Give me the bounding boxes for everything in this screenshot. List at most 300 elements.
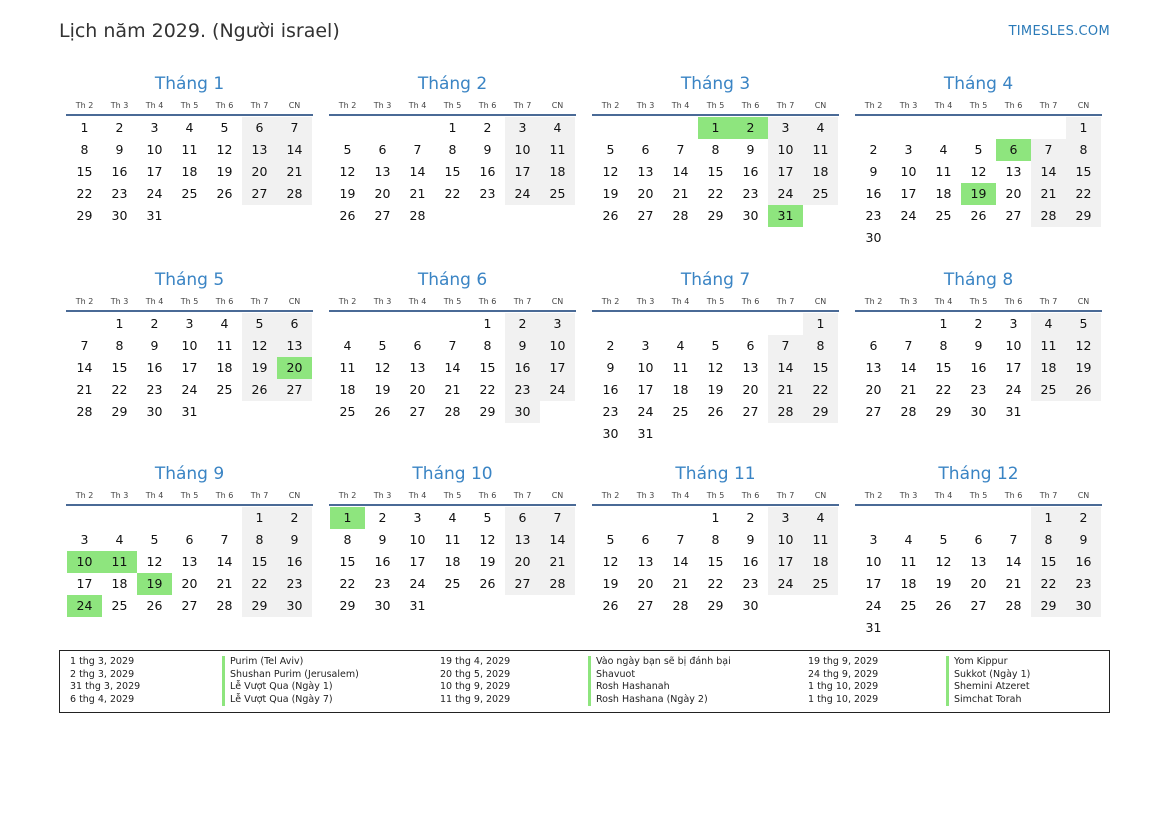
legend-date: 10 thg 9, 2029 [440, 681, 511, 693]
day-cell: 23 [602, 404, 619, 419]
day-cell: 13 [970, 554, 987, 569]
weekday-label: Th 2 [338, 491, 357, 500]
day-cell: 29 [707, 208, 724, 223]
day-cell: 24 [181, 382, 198, 397]
day-cell: 27 [181, 598, 198, 613]
day-cell: 4 [803, 117, 838, 139]
empty-day-cell [365, 313, 400, 335]
day-cell: 7 [1031, 139, 1066, 161]
day-cell: 5 [711, 338, 720, 353]
empty-day-cell [628, 507, 663, 529]
day-cell: 17 [540, 357, 575, 379]
day-cell: 29 [1066, 205, 1101, 227]
day-cell: 14 [216, 554, 233, 569]
day-cell: 6 [641, 142, 650, 157]
day-cell: 18 [216, 360, 233, 375]
weekday-label: CN [551, 297, 564, 306]
month-title: Tháng 1 [154, 74, 225, 94]
day-cell: 12 [602, 164, 619, 179]
month-title: Tháng 8 [943, 270, 1014, 290]
day-cell: 24 [1005, 382, 1022, 397]
day-cell: 20 [970, 576, 987, 591]
day-cell: 29 [935, 404, 952, 419]
day-cell: 12 [339, 164, 356, 179]
day-cell: 2 [378, 510, 387, 525]
day-cell: 12 [479, 532, 496, 547]
day-cell: 22 [707, 186, 724, 201]
day-cell: 22 [1066, 183, 1101, 205]
day-cell: 24 [409, 576, 426, 591]
day-cell: 7 [540, 507, 575, 529]
day-cell: 21 [409, 186, 426, 201]
day-cell: 10 [146, 142, 163, 157]
day-cell: 3 [869, 532, 878, 547]
weekday-label: Th 3 [373, 491, 392, 500]
day-cell: 24 [900, 208, 917, 223]
weekday-label: Th 6 [215, 297, 234, 306]
day-cell: 6 [185, 532, 194, 547]
day-cell: 13 [637, 164, 654, 179]
day-grid [855, 507, 1102, 639]
day-cell: 11 [540, 139, 575, 161]
empty-day-cell [961, 507, 996, 529]
day-cell: 21 [216, 576, 233, 591]
day-cell: 21 [1005, 576, 1022, 591]
day-cell: 15 [935, 360, 952, 375]
day-cell: 9 [746, 142, 755, 157]
weekday-label: CN [814, 491, 827, 500]
weekday-label: Th 6 [1004, 101, 1023, 110]
empty-day-cell [996, 507, 1031, 529]
day-cell: 17 [865, 576, 882, 591]
day-cell: 23 [146, 382, 163, 397]
day-cell: 23 [111, 186, 128, 201]
legend-date: 2 thg 3, 2029 [70, 668, 135, 680]
day-cell: 17 [409, 554, 426, 569]
day-cell: 11 [803, 139, 838, 161]
weekday-label: Th 5 [706, 491, 725, 500]
day-cell: 22 [444, 186, 461, 201]
weekday-label: Th 4 [408, 101, 427, 110]
day-cell: 9 [483, 142, 492, 157]
day-cell: 22 [76, 186, 93, 201]
day-cell: 14 [768, 357, 803, 379]
empty-day-cell [400, 313, 435, 335]
empty-day-cell [961, 117, 996, 139]
day-cell: 23 [970, 382, 987, 397]
day-cell: 5 [606, 532, 615, 547]
holiday-day-cell: 19 [961, 183, 996, 205]
day-cell: 18 [803, 161, 838, 183]
day-cell: 7 [220, 532, 229, 547]
holiday-day-cell: 1 [698, 117, 733, 139]
day-cell: 15 [479, 360, 496, 375]
day-cell: 25 [444, 576, 461, 591]
empty-day-cell [593, 507, 628, 529]
day-cell: 15 [76, 164, 93, 179]
day-cell: 23 [479, 186, 496, 201]
day-cell: 17 [768, 551, 803, 573]
day-cell: 17 [76, 576, 93, 591]
day-cell: 3 [641, 338, 650, 353]
day-cell: 16 [374, 554, 391, 569]
legend-date: 31 thg 3, 2029 [70, 681, 141, 693]
weekday-label: Th 5 [180, 297, 199, 306]
day-cell: 2 [150, 316, 159, 331]
day-cell: 23 [505, 379, 540, 401]
day-cell: 10 [865, 554, 882, 569]
weekday-label: Th 3 [636, 491, 655, 500]
day-cell: 11 [1031, 335, 1066, 357]
day-cell: 2 [277, 507, 312, 529]
day-cell: 31 [865, 620, 882, 635]
legend-holiday-name: Shushan Purim (Jerusalem) [222, 669, 359, 682]
brand-link[interactable]: TIMESLES.COM [1008, 24, 1110, 39]
day-cell: 30 [505, 401, 540, 423]
weekday-header [592, 490, 839, 506]
month-title: Tháng 4 [943, 74, 1014, 94]
day-grid [66, 507, 313, 617]
weekday-header [592, 296, 839, 312]
day-cell: 2 [606, 338, 615, 353]
weekday-label: Th 5 [443, 491, 462, 500]
weekday-label: Th 7 [1039, 101, 1058, 110]
legend-date: 6 thg 4, 2029 [70, 693, 135, 705]
weekday-label: Th 4 [671, 297, 690, 306]
weekday-label: Th 7 [1039, 297, 1058, 306]
day-cell: 11 [935, 164, 952, 179]
day-cell: 28 [672, 598, 689, 613]
day-cell: 9 [150, 338, 159, 353]
day-cell: 30 [277, 595, 312, 617]
day-cell: 5 [606, 142, 615, 157]
empty-day-cell [435, 313, 470, 335]
day-cell: 1 [115, 316, 124, 331]
day-cell: 15 [1031, 551, 1066, 573]
weekday-label: CN [1077, 101, 1090, 110]
weekday-label: Th 7 [776, 101, 795, 110]
day-grid [855, 313, 1102, 423]
day-cell: 9 [1066, 529, 1101, 551]
day-cell: 8 [80, 142, 89, 157]
day-cell: 15 [803, 357, 838, 379]
day-cell: 19 [707, 382, 724, 397]
day-cell: 8 [939, 338, 948, 353]
empty-day-cell [663, 507, 698, 529]
day-cell: 11 [803, 529, 838, 551]
legend-dates-col-3 [808, 656, 878, 706]
day-cell: 20 [637, 186, 654, 201]
day-cell: 8 [343, 532, 352, 547]
day-cell: 28 [216, 598, 233, 613]
day-cell: 28 [1031, 205, 1066, 227]
day-cell: 6 [974, 532, 983, 547]
day-cell: 3 [904, 142, 913, 157]
day-cell: 18 [540, 161, 575, 183]
day-cell: 25 [803, 573, 838, 595]
day-cell: 14 [1005, 554, 1022, 569]
day-cell: 21 [672, 186, 689, 201]
day-cell: 23 [742, 576, 759, 591]
day-cell: 26 [479, 576, 496, 591]
day-cell: 15 [242, 551, 277, 573]
day-cell: 13 [505, 529, 540, 551]
month-title: Tháng 10 [412, 464, 493, 484]
day-cell: 25 [339, 404, 356, 419]
day-cell: 14 [540, 529, 575, 551]
legend-names-col-1 [222, 656, 359, 706]
weekday-label: Th 5 [180, 101, 199, 110]
empty-day-cell [856, 507, 891, 529]
day-cell: 20 [637, 576, 654, 591]
day-cell: 17 [505, 161, 540, 183]
empty-day-cell [891, 117, 926, 139]
day-cell: 28 [444, 404, 461, 419]
day-cell: 28 [900, 404, 917, 419]
day-cell: 14 [76, 360, 93, 375]
weekday-label: Th 3 [636, 297, 655, 306]
month-title: Tháng 6 [417, 270, 488, 290]
weekday-header [329, 490, 576, 506]
day-cell: 8 [803, 335, 838, 357]
month-calendar [66, 463, 313, 617]
day-cell: 25 [216, 382, 233, 397]
day-cell: 5 [150, 532, 159, 547]
day-grid [855, 117, 1102, 249]
month-title: Tháng 5 [154, 270, 225, 290]
day-cell: 27 [865, 404, 882, 419]
weekday-header [592, 100, 839, 116]
day-cell: 17 [181, 360, 198, 375]
day-cell: 31 [637, 426, 654, 441]
day-cell: 6 [242, 117, 277, 139]
day-cell: 8 [115, 338, 124, 353]
day-cell: 27 [374, 208, 391, 223]
day-cell: 11 [339, 360, 356, 375]
day-cell: 1 [242, 507, 277, 529]
empty-day-cell [628, 313, 663, 335]
day-cell: 24 [146, 186, 163, 201]
weekday-label: Th 7 [250, 297, 269, 306]
weekday-label: Th 7 [513, 101, 532, 110]
legend-holiday-name: Rosh Hashana (Ngày 2) [588, 694, 731, 707]
weekday-label: Th 6 [478, 297, 497, 306]
weekday-label: CN [551, 491, 564, 500]
weekday-header [66, 490, 313, 506]
day-cell: 12 [374, 360, 391, 375]
empty-day-cell [67, 313, 102, 335]
weekday-label: Th 7 [1039, 491, 1058, 500]
day-cell: 8 [711, 142, 720, 157]
weekday-label: Th 6 [741, 297, 760, 306]
day-cell: 16 [742, 164, 759, 179]
month-title: Tháng 7 [680, 270, 751, 290]
day-cell: 6 [378, 142, 387, 157]
holiday-day-cell: 24 [67, 595, 102, 617]
weekday-label: Th 2 [601, 491, 620, 500]
day-cell: 1 [1066, 117, 1101, 139]
day-cell: 8 [242, 529, 277, 551]
day-cell: 10 [505, 139, 540, 161]
day-cell: 11 [672, 360, 689, 375]
day-cell: 6 [413, 338, 422, 353]
empty-day-cell [365, 117, 400, 139]
legend-holiday-name: Vào ngày bạn sẽ bị đánh bại [588, 656, 731, 669]
day-cell: 16 [146, 360, 163, 375]
day-cell: 2 [115, 120, 124, 135]
day-cell: 1 [1031, 507, 1066, 529]
legend-date: 1 thg 3, 2029 [70, 656, 135, 667]
empty-day-cell [891, 313, 926, 335]
day-cell: 5 [1066, 313, 1101, 335]
weekday-label: Th 3 [899, 297, 918, 306]
day-cell: 26 [242, 379, 277, 401]
weekday-label: Th 5 [706, 101, 725, 110]
day-cell: 19 [935, 576, 952, 591]
empty-day-cell [663, 117, 698, 139]
empty-day-cell [926, 117, 961, 139]
legend-holiday-name: Purim (Tel Aviv) [222, 656, 359, 669]
day-cell: 10 [1005, 338, 1022, 353]
day-cell: 12 [970, 164, 987, 179]
weekday-label: CN [551, 101, 564, 110]
day-cell: 14 [409, 164, 426, 179]
day-cell: 2 [974, 316, 983, 331]
weekday-label: CN [288, 491, 301, 500]
legend-date: 20 thg 5, 2029 [440, 668, 511, 680]
day-cell: 7 [277, 117, 312, 139]
day-cell: 22 [339, 576, 356, 591]
day-cell: 14 [444, 360, 461, 375]
day-grid [329, 313, 576, 423]
empty-day-cell [926, 507, 961, 529]
day-cell: 16 [865, 186, 882, 201]
month-title: Tháng 9 [154, 464, 225, 484]
day-cell: 18 [1031, 357, 1066, 379]
day-cell: 20 [505, 551, 540, 573]
day-grid [66, 313, 313, 423]
day-cell: 26 [935, 598, 952, 613]
day-cell: 22 [935, 382, 952, 397]
month-calendar [66, 269, 313, 423]
empty-day-cell [1031, 117, 1066, 139]
holiday-day-cell: 1 [330, 507, 365, 529]
day-cell: 16 [479, 164, 496, 179]
day-cell: 8 [448, 142, 457, 157]
weekday-label: Th 4 [408, 491, 427, 500]
empty-day-cell [67, 507, 102, 529]
weekday-label: CN [1077, 491, 1090, 500]
day-cell: 9 [606, 360, 615, 375]
day-cell: 29 [76, 208, 93, 223]
day-cell: 16 [505, 357, 540, 379]
day-cell: 7 [904, 338, 913, 353]
legend-holiday-name: Lễ Vượt Qua (Ngày 1) [222, 681, 359, 694]
legend-names-col-2 [588, 656, 731, 706]
day-cell: 30 [374, 598, 391, 613]
day-cell: 22 [242, 573, 277, 595]
empty-day-cell [102, 507, 137, 529]
day-cell: 30 [742, 208, 759, 223]
weekday-label: Th 2 [864, 491, 883, 500]
day-cell: 22 [111, 382, 128, 397]
day-cell: 26 [602, 208, 619, 223]
day-cell: 29 [1031, 595, 1066, 617]
day-cell: 19 [216, 164, 233, 179]
day-cell: 2 [869, 142, 878, 157]
day-cell: 29 [339, 598, 356, 613]
day-cell: 24 [637, 404, 654, 419]
day-cell: 11 [900, 554, 917, 569]
day-cell: 26 [970, 208, 987, 223]
day-cell: 15 [111, 360, 128, 375]
day-cell: 24 [540, 379, 575, 401]
day-cell: 5 [242, 313, 277, 335]
weekday-label: Th 6 [1004, 491, 1023, 500]
month-calendar [329, 73, 576, 227]
empty-day-cell [663, 313, 698, 335]
day-cell: 3 [1009, 316, 1018, 331]
holiday-legend [59, 650, 1110, 713]
day-cell: 21 [768, 379, 803, 401]
day-cell: 25 [672, 404, 689, 419]
holiday-day-cell: 19 [137, 573, 172, 595]
empty-day-cell [207, 507, 242, 529]
weekday-label: Th 3 [110, 491, 129, 500]
day-cell: 11 [181, 142, 198, 157]
day-cell: 15 [707, 554, 724, 569]
day-cell: 9 [974, 338, 983, 353]
day-cell: 28 [76, 404, 93, 419]
day-cell: 6 [277, 313, 312, 335]
weekday-label: Th 4 [934, 101, 953, 110]
day-cell: 19 [479, 554, 496, 569]
day-cell: 30 [970, 404, 987, 419]
day-grid [592, 313, 839, 445]
day-cell: 5 [939, 532, 948, 547]
day-cell: 13 [1005, 164, 1022, 179]
day-cell: 23 [1066, 573, 1101, 595]
day-cell: 24 [768, 183, 803, 205]
empty-day-cell [330, 313, 365, 335]
day-cell: 28 [768, 401, 803, 423]
day-cell: 8 [1066, 139, 1101, 161]
day-cell: 2 [505, 313, 540, 335]
day-cell: 28 [540, 573, 575, 595]
day-cell: 24 [768, 573, 803, 595]
empty-day-cell [172, 507, 207, 529]
day-cell: 7 [768, 335, 803, 357]
weekday-header [329, 100, 576, 116]
weekday-label: Th 6 [741, 101, 760, 110]
legend-holiday-name: Rosh Hashanah [588, 681, 731, 694]
weekday-label: Th 2 [75, 101, 94, 110]
day-cell: 4 [220, 316, 229, 331]
day-cell: 4 [540, 117, 575, 139]
weekday-label: Th 2 [75, 297, 94, 306]
weekday-label: Th 7 [250, 491, 269, 500]
day-cell: 20 [181, 576, 198, 591]
day-cell: 4 [448, 510, 457, 525]
day-cell: 27 [242, 183, 277, 205]
month-calendar [855, 73, 1102, 249]
day-cell: 23 [277, 573, 312, 595]
day-cell: 1 [939, 316, 948, 331]
day-cell: 26 [707, 404, 724, 419]
holiday-day-cell: 31 [768, 205, 803, 227]
holiday-day-cell: 2 [733, 117, 768, 139]
day-cell: 9 [378, 532, 387, 547]
